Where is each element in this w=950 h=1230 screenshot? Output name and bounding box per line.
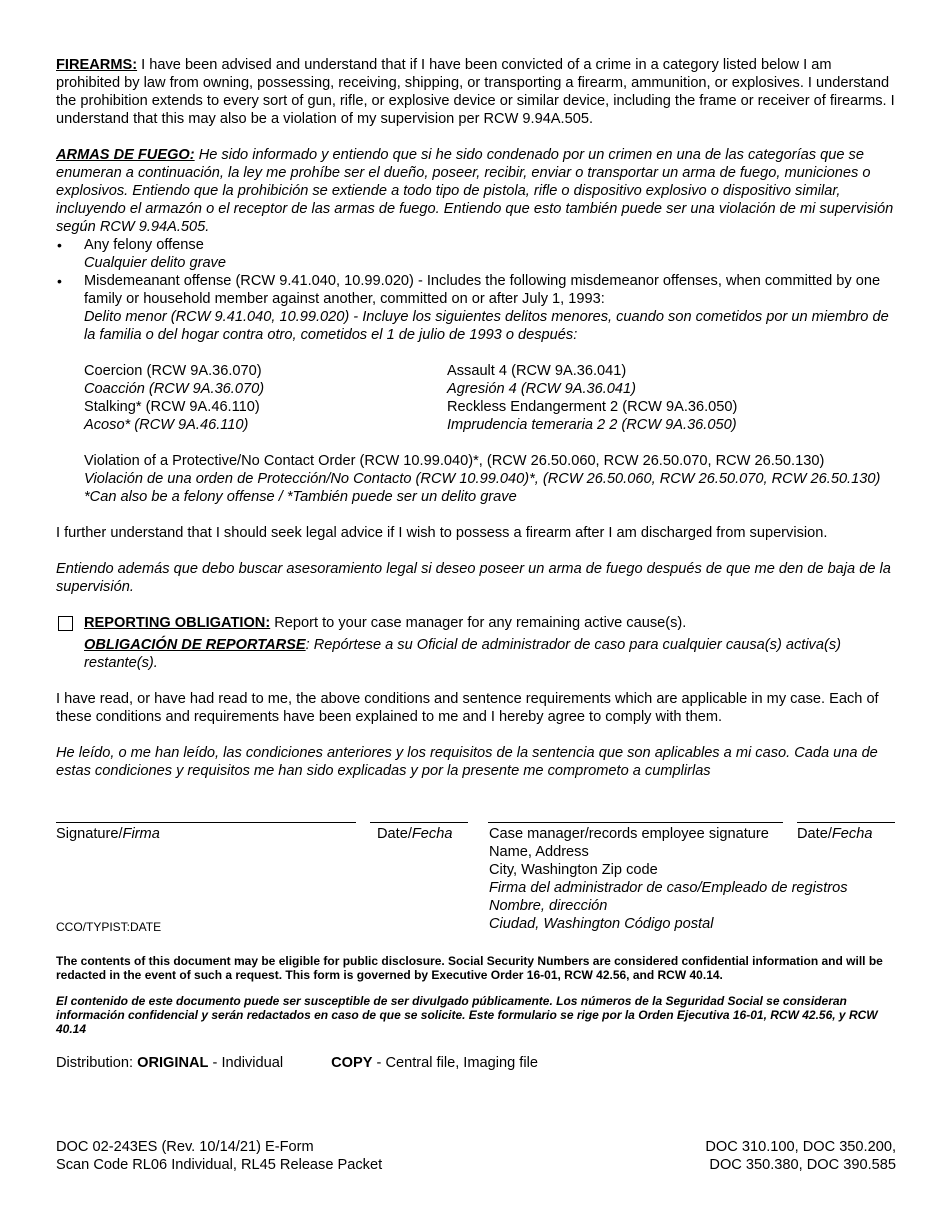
firearms-spanish	[56, 146, 896, 236]
cm-line1: Case manager/records employee signature	[489, 826, 769, 842]
cm-es1: Firma del administrador de caso/Empleado de registros	[489, 880, 848, 896]
cm-line2: Name, Address	[489, 844, 589, 860]
footer-right-line1: DOC 310.100, DOC 350.200,	[705, 1139, 896, 1155]
bullet-es: Cualquier delito grave	[84, 255, 226, 271]
offense-stalking: Stalking* (RCW 9A.46.110)	[84, 399, 260, 415]
reporting-checkbox[interactable]	[58, 616, 73, 631]
offenses-left-column	[84, 362, 447, 434]
footer-left-line2: Scan Code RL06 Individual, RL45 Release Packet	[56, 1157, 383, 1173]
reporting-heading: REPORTING OBLIGATION:	[84, 615, 271, 631]
list-item	[56, 236, 896, 272]
firearms-text: I have been advised and understand that if I have been convicted of a crime in a category listed below I am prohibited by law from owning, possessing, receiving, shipping, or transporting a firearm, ammunition, or explosives. I understand the prohibition extends to every sort of gun, rifle, or explosive device or similar device, including the frame or receiver of firearms. I understand that this may also be a violation of my supervision per RCW 9.94A.505.	[56, 57, 895, 127]
list-item	[56, 272, 896, 344]
reporting-obligation	[56, 614, 896, 672]
violation-en: Violation of a Protective/No Contact Order (RCW 10.99.040)*, (RCW 26.50.060, RCW 26.50.070, RCW 26.50.130)	[84, 453, 825, 469]
offense-assault-es: Agresión 4 (RCW 9A.36.041)	[447, 381, 636, 397]
reporting-heading-es: OBLIGACIÓN DE REPORTARSE	[84, 637, 306, 653]
distribution	[56, 1054, 896, 1072]
distribution-copy-text: - Central file, Imaging file	[372, 1055, 538, 1071]
footer-form-id	[56, 1138, 382, 1174]
disclaimer-en: The contents of this document may be eligible for public disclosure. Social Security Numbers are considered confidential information and will be redacted in the event of such a request. This form is governed by Executive Order 16-01, RCW 42.56, and RCW 40.14.	[56, 954, 883, 982]
signature-label-en: Signature/	[56, 826, 123, 842]
date2-label-es: Fecha	[831, 826, 873, 842]
reporting-en	[84, 614, 896, 632]
footer-right-line2: DOC 350.380, DOC 390.585	[709, 1157, 896, 1173]
disclaimer-es: El contenido de este documento puede ser susceptible de ser divulgado públicamente. Los números de la Seguridad Social se consideran información confidencial y serán redactados en caso de que se solicite. Este formulario se rige por la Orden Ejecutiva 16-01, RCW 42.56, y RCW 40.14	[56, 994, 878, 1036]
protective-order-violation	[84, 452, 896, 506]
footer-left-line1: DOC 02-243ES (Rev. 10/14/21) E-Form	[56, 1139, 314, 1155]
case-manager-date-label	[797, 825, 872, 843]
firearms-english	[56, 56, 896, 128]
offenses-right-column	[447, 362, 887, 434]
distribution-original: ORIGINAL	[137, 1055, 209, 1071]
date-label-es: Fecha	[411, 826, 453, 842]
signature-label-es: Firma	[122, 826, 160, 842]
offense-reckless-es: Imprudencia temeraria 2 2 (RCW 9A.36.050)	[447, 417, 737, 433]
distribution-original-text: - Individual	[208, 1055, 284, 1071]
reporting-es	[84, 636, 896, 672]
cm-line3: City, Washington Zip code	[489, 862, 658, 878]
bullet-en: • Misdemeanant offense (RCW 9.41.040, 10.99.020) - Includes the following misdemeanor offenses, when committed by one family or household member against another, committed on or after July 1, 1993:	[84, 273, 881, 307]
offense-coercion-es: Coacción (RCW 9A.36.070)	[84, 381, 265, 397]
distribution-label: Distribution:	[56, 1055, 138, 1071]
signature-label	[56, 825, 160, 843]
cm-es3: Ciudad, Washington Código postal	[489, 916, 714, 932]
signature-line[interactable]	[56, 822, 356, 823]
case-manager-date-line[interactable]	[797, 822, 895, 823]
distribution-copy: COPY	[331, 1055, 373, 1071]
further-understanding-es: Entiendo además que debo buscar asesoramiento legal si deseo poseer un arma de fuego después de que me den de baja de la supervisión.	[56, 561, 891, 595]
date-label	[377, 825, 452, 843]
acknowledgement-es: He leído, o me han leído, las condiciones anteriores y los requisitos de la sentencia que son aplicables a mi caso. Cada una de estas condiciones y requisitos me han sido explicadas y por la presente me comprometo a cumplirlas	[56, 745, 878, 779]
armas-heading: ARMAS DE FUEGO:	[56, 147, 195, 163]
offense-assault: Assault 4 (RCW 9A.36.041)	[447, 363, 627, 379]
bullet-en: • Any felony offense	[84, 237, 204, 253]
signature-block	[56, 822, 896, 962]
misdemeanor-offenses	[84, 362, 896, 434]
offense-stalking-es: Acoso* (RCW 9A.46.110)	[84, 417, 249, 433]
cm-es2: Nombre, dirección	[489, 898, 608, 914]
case-manager-signature-line[interactable]	[488, 822, 783, 823]
bullet-es: Delito menor (RCW 9.41.040, 10.99.020) - Incluye los siguientes delitos menores, cuando son cometidos por un miembro de la familia o del hogar contra otro, cometidos el 1 de julio de 1993 o después:	[84, 309, 889, 343]
date-label-en: Date/	[377, 826, 412, 842]
acknowledgement-en: I have read, or have had read to me, the above conditions and sentence requirements which are applicable in my case. Each of these conditions and requirements have been explained to me and I hereby agree to comply with them.	[56, 691, 879, 725]
date-line[interactable]	[370, 822, 468, 823]
cco-typist-date: CCO/TYPIST:DATE	[56, 920, 162, 934]
date2-label-en: Date/	[797, 826, 832, 842]
offense-reckless: Reckless Endangerment 2 (RCW 9A.36.050)	[447, 399, 738, 415]
armas-text: He sido informado y entiendo que si he sido condenado por un crimen en una de las categorías que se enumeran a continuación, la ley me prohíbe ser el dueño, poseer, recibir, enviar o transportar un arma de fuego, municiones o explosivos. Entiendo que la prohibición se extiende a todo tipo de pistola, rifle o dispositivo explosivo o dispositivo similar, incluyendo el armazón o el receptor de las armas de fuego. Entiendo que esto también puede ser una violación de mi supervisión según RCW 9.94A.505.	[56, 147, 894, 235]
firearms-heading: FIREARMS:	[56, 57, 138, 73]
offense-coercion: Coercion (RCW 9A.36.070)	[84, 363, 262, 379]
further-understanding-en: I further understand that I should seek legal advice if I wish to possess a firearm after I am discharged from supervision.	[56, 525, 828, 541]
footer-policy-refs	[705, 1138, 896, 1174]
violation-es: Violación de una orden de Protección/No Contacto (RCW 10.99.040)*, (RCW 26.50.060, RCW 26.50.070, RCW 26.50.130)	[84, 471, 881, 487]
felony-note: *Can also be a felony offense / *También puede ser un delito grave	[84, 489, 517, 505]
reporting-text: Report to your case manager for any remaining active cause(s).	[270, 615, 687, 631]
offense-list	[56, 236, 896, 344]
form-body	[56, 56, 896, 1072]
reporting-text-es: : Repórtese a su Oficial de administrador de caso para cualquier causa(s) activa(s) restante(s).	[84, 637, 841, 671]
